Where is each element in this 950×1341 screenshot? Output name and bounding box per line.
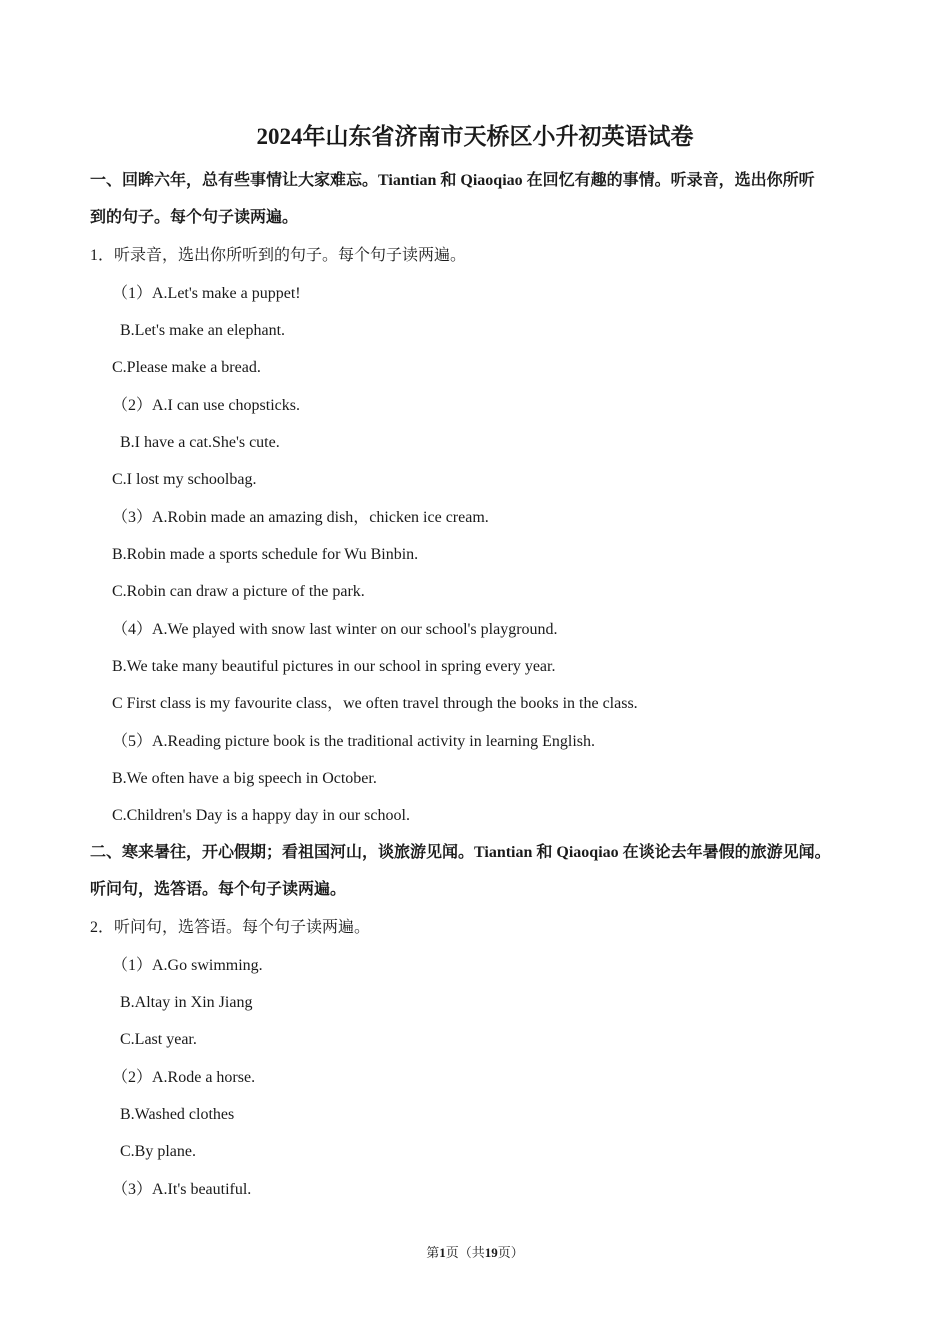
section1-heading-line1: 一、回眸六年，总有些事情让大家难忘。Tiantian 和 Qiaoqiao 在回忆有趣的事情。听录音，选出你所听	[90, 172, 815, 189]
q1-option-line: （5）A.Reading picture book is the traditional activity in learning English.	[112, 733, 596, 750]
q1-option-line: C.Children's Day is a happy day in our school.	[112, 807, 410, 824]
q2-option-line: （1）A.Go swimming.	[112, 957, 263, 974]
q1-option-line: B.Let's make an elephant.	[120, 322, 286, 339]
q1-option-line: （4）A.We played with snow last winter on our school's playground.	[112, 621, 558, 638]
q1-option-line: B.We often have a big speech in October.	[112, 770, 377, 787]
q1-option-line: （2）A.I can use chopsticks.	[112, 397, 300, 414]
section2-heading-line2: 听问句，选答语。每个句子读两遍。	[90, 881, 347, 898]
q1-option-line: B.Robin made a sports schedule for Wu Binbin.	[112, 546, 419, 563]
footer-total-pages: 19	[484, 1245, 498, 1260]
question-1-stem: 1．听录音，选出你所听到的句子。每个句子读两遍。	[90, 247, 467, 264]
footer-suffix: 页）	[497, 1245, 524, 1260]
q2-option-line: C.Last year.	[120, 1031, 197, 1048]
footer-page-number: 1	[439, 1245, 446, 1260]
q2-option-line: B.Altay in Xin Jiang	[120, 994, 253, 1011]
q1-option-line: （1）A.Let's make a puppet!	[112, 285, 301, 302]
footer-prefix: 第	[426, 1245, 440, 1260]
q1-option-line: C First class is my favourite class，we often travel through the books in the class.	[112, 695, 638, 712]
question-2-stem: 2．听问句，选答语。每个句子读两遍。	[90, 919, 371, 936]
q1-option-line: B.We take many beautiful pictures in our school in spring every year.	[112, 658, 556, 675]
section1-heading-line2: 到的句子。每个句子读两遍。	[90, 209, 299, 226]
q1-option-line: B.I have a cat.She's cute.	[120, 434, 280, 451]
footer-middle: 页（共	[445, 1245, 485, 1260]
q2-option-line: B.Washed clothes	[120, 1106, 235, 1123]
q1-option-line: C.Please make a bread.	[112, 359, 261, 376]
q2-option-line: C.By plane.	[120, 1143, 196, 1160]
page-title: 2024年山东省济南市天桥区小升初英语试卷	[256, 124, 694, 149]
q1-option-line: C.Robin can draw a picture of the park.	[112, 583, 365, 600]
page-footer	[0, 1243, 950, 1263]
q2-option-line: （3）A.It's beautiful.	[112, 1181, 252, 1198]
q1-option-line: （3）A.Robin made an amazing dish，chicken ice cream.	[112, 509, 489, 526]
q1-option-line: C.I lost my schoolbag.	[112, 471, 257, 488]
section2-heading-line1: 二、寒来暑往，开心假期；看祖国河山，谈旅游见闻。Tiantian 和 Qiaoqiao 在谈论去年暑假的旅游见闻。	[90, 844, 831, 861]
q2-option-line: （2）A.Rode a horse.	[112, 1069, 256, 1086]
